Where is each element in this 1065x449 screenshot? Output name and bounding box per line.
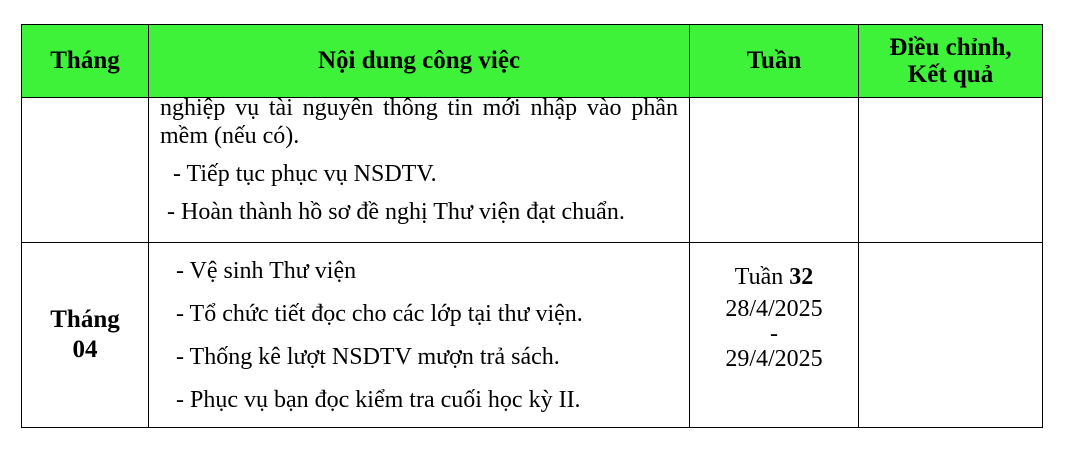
month-label: Tháng: [50, 306, 120, 333]
result-cell: [859, 243, 1043, 428]
content-cell: [149, 243, 690, 428]
table-row: [22, 243, 1043, 428]
header-content: [149, 25, 690, 98]
result-cell: [859, 98, 1043, 243]
header-result-line1: Điều chỉnh,: [889, 33, 1012, 61]
task-item: - Vệ sinh Thư viện: [176, 257, 357, 284]
header-week-label: Tuần: [746, 47, 802, 75]
content-paragraph: nghiệp vụ tài nguyên thông tin mới nhập vào phần mềm (nếu có).: [160, 95, 678, 149]
date-separator: -: [770, 321, 778, 347]
task-item: - Tổ chức tiết đọc cho các lớp tại thư viện.: [176, 300, 583, 327]
header-month: [22, 25, 149, 98]
content-cell: [149, 95, 690, 243]
task-item: - Thống kê lượt NSDTV mượn trả sách.: [176, 343, 560, 370]
month-number: 04: [72, 336, 98, 363]
date-end: 29/4/2025: [725, 346, 823, 372]
header-result-line2: Kết quả: [907, 61, 994, 88]
table-row: [22, 98, 1043, 243]
week-label: Tuần: [734, 264, 784, 290]
week-title: [690, 261, 858, 293]
work-plan-table: [21, 24, 1043, 428]
task-item: - Tiếp tục phục vụ NSDTV.: [173, 161, 437, 187]
week-cell: [690, 243, 859, 428]
month-cell: [22, 243, 149, 428]
header-result: [859, 25, 1043, 98]
task-item: - Hoàn thành hồ sơ đề nghị Thư viện đạt chuẩn.: [167, 199, 625, 225]
month-cell: [22, 98, 149, 243]
task-item: - Phục vụ bạn đọc kiểm tra cuối học kỳ II.: [176, 386, 581, 413]
header-week: [690, 25, 859, 98]
date-start: 28/4/2025: [725, 296, 823, 322]
week-cell: [690, 98, 859, 243]
week-number: 32: [789, 264, 814, 290]
header-content-label: Nội dung công việc: [317, 47, 521, 75]
table-header-row: [22, 25, 1043, 98]
header-month-label: Tháng: [50, 47, 120, 75]
